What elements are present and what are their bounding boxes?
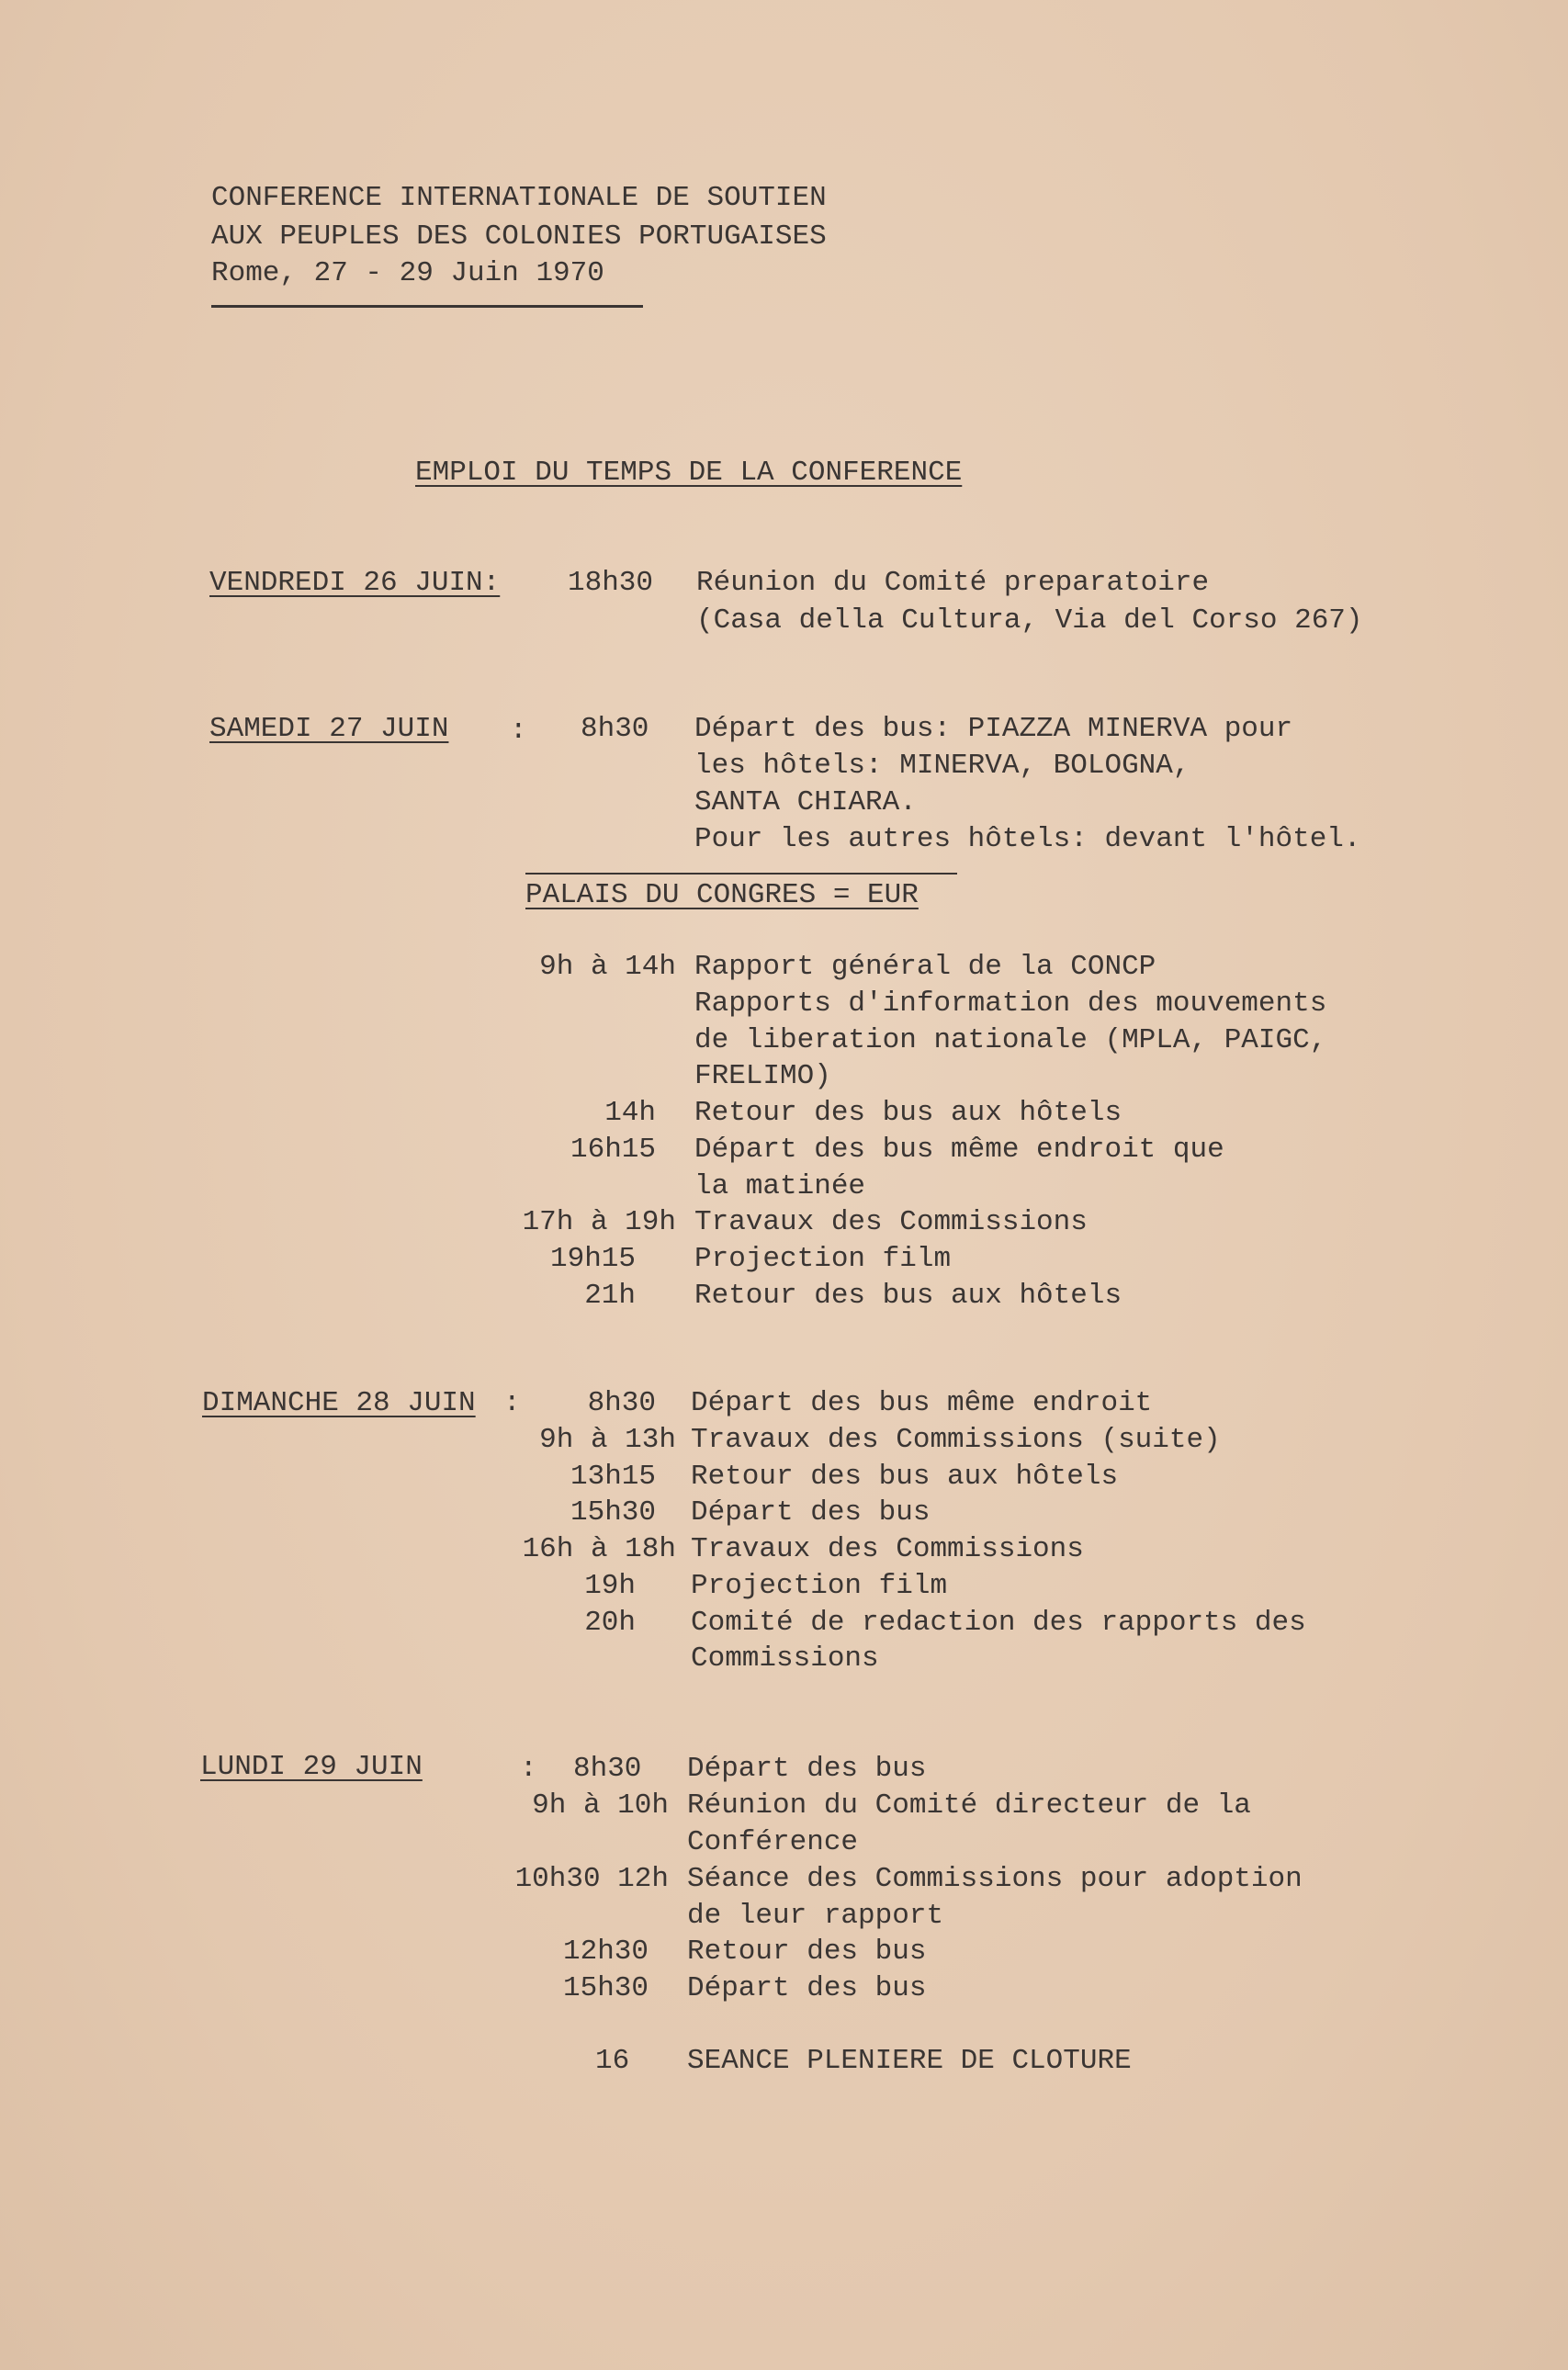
header-line-1: CONFERENCE INTERNATIONALE DE SOUTIEN [211,182,827,214]
time: 9h à 10h [532,1789,669,1822]
entry-text: Rapport général de la CONCP [694,951,1156,983]
time: 14h [604,1097,656,1129]
entry-text: Départ des bus même endroit que [694,1134,1224,1166]
entry-text: Réunion du Comité preparatoire [696,567,1210,599]
entry-text: Départ des bus [691,1496,931,1529]
entry-text: Retour des bus [687,1936,927,1968]
time: 13h15 [570,1461,656,1493]
entry-text: Départ des bus: PIAZZA MINERVA pour [694,713,1293,745]
entry-text: FRELIMO) [694,1060,831,1092]
entry-text: Départ des bus [687,1753,927,1785]
time: 16h à 18h [522,1533,676,1565]
colon: : [520,1753,537,1785]
time: 17h à 19h [522,1206,676,1238]
entry-text: (Casa della Cultura, Via del Corso 267) [696,604,1363,637]
entry-text: Comité de redaction des rapports des [691,1607,1306,1639]
page-title: EMPLOI DU TEMPS DE LA CONFERENCE [415,457,963,489]
time: 19h [584,1570,636,1602]
entry-text: Départ des bus même endroit [691,1387,1153,1419]
time: 8h30 [573,1753,642,1785]
day-label-dimanche: DIMANCHE 28 JUIN [202,1387,476,1419]
entry-text: Pour les autres hôtels: devant l'hôtel. [694,823,1361,855]
entry-text: les hôtels: MINERVA, BOLOGNA, [694,750,1190,782]
header-line-2: AUX PEUPLES DES COLONIES PORTUGAISES [211,220,827,253]
entry-text: Travaux des Commissions [694,1206,1088,1238]
entry-text: Retour des bus aux hôtels [694,1097,1122,1129]
entry-text: Retour des bus aux hôtels [691,1461,1119,1493]
time: 16h15 [570,1134,656,1166]
entry-text: de liberation nationale (MPLA, PAIGC, [694,1024,1327,1056]
time: 21h [584,1280,636,1312]
header-rule [211,305,643,308]
section-rule [525,873,957,875]
time: 8h30 [581,713,649,745]
colon: : [503,1387,521,1419]
entry-text: la matinée [694,1170,866,1202]
time: 16 [595,2045,630,2077]
entry-text: Projection film [691,1570,948,1602]
entry-text: Départ des bus [687,1972,927,2004]
entry-text: de leur rapport [687,1900,944,1932]
time: 15h30 [570,1496,656,1529]
venue-heading: PALAIS DU CONGRES = EUR [525,879,919,911]
entry-text: Commissions [691,1642,879,1675]
entry-text: Retour des bus aux hôtels [694,1280,1122,1312]
colon: : [510,715,527,747]
entry-text: Séance des Commissions pour adoption [687,1863,1303,1895]
time: 10h30 12h [514,1863,669,1895]
entry-text: Réunion du Comité directeur de la [687,1789,1251,1822]
header-line-3: Rome, 27 - 29 Juin 1970 [211,257,604,289]
time: 20h [584,1607,636,1639]
day-label-samedi: SAMEDI 27 JUIN [209,713,449,745]
time: 15h30 [562,1972,649,2004]
time: 19h15 [549,1243,636,1275]
entry-text: Travaux des Commissions (suite) [691,1424,1221,1456]
entry-text: Conférence [687,1826,859,1858]
entry-text: SANTA CHIARA. [694,786,917,818]
time: 18h30 [568,567,654,599]
time: 9h à 13h [539,1424,676,1456]
time: 12h30 [562,1936,649,1968]
day-label-lundi: LUNDI 29 JUIN [200,1751,423,1783]
entry-text: SEANCE PLENIERE DE CLOTURE [687,2045,1132,2077]
entry-text: Rapports d'information des mouvements [694,988,1327,1020]
entry-text: Travaux des Commissions [691,1533,1084,1565]
entry-text: Projection film [694,1243,952,1275]
time: 8h30 [587,1387,656,1419]
day-label-vendredi: VENDREDI 26 JUIN: [209,567,501,599]
time: 9h à 14h [539,951,676,983]
